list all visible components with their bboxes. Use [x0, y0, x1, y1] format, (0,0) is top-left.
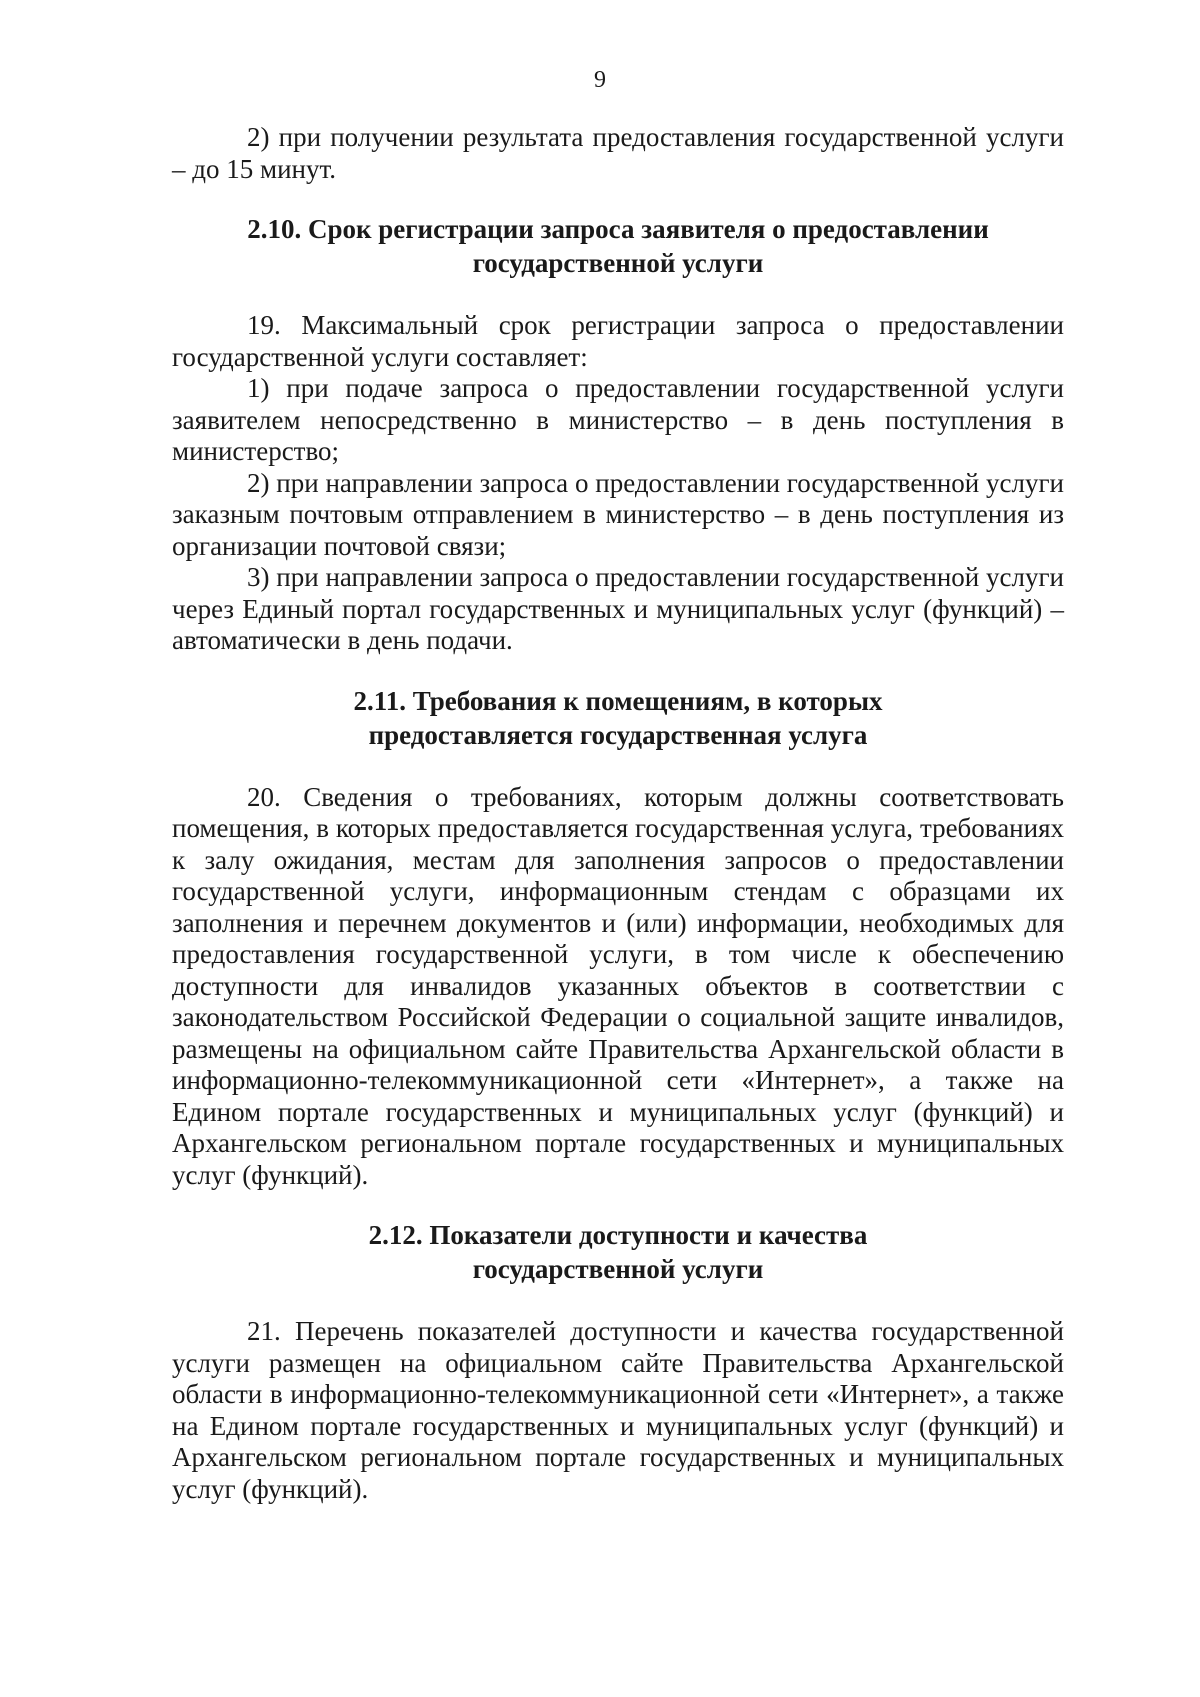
- paragraph-20: 20. Сведения о требованиях, которым должны соответствовать помещения, в которых предоставляется государственная услуга, требованиях к залу ожидания, местам для заполнения запросов о предоставлении государственной услуги, информационным стендам с образцами их заполнения и перечнем документов и (или) информации, необходимых для предоставления государственной услуги, в том числе к обеспечению доступности для инвалидов указанных объектов в соответствии с законодательством Российской Федерации о социальной защите инвалидов, размещены на официальном сайте Правительства Архангельской области в информационно-телекоммуникационной сети «Интернет», а также на Едином портале государственных и муниципальных услуг (функций) и Архангельском региональном портале государственных и муниципальных услуг (функций).: [172, 781, 1064, 1190]
- paragraph-19: 19. Максимальный срок регистрации запроса о предоставлении государственной услуги составляет:: [172, 310, 1064, 372]
- section-heading-2-10: [172, 212, 1064, 280]
- heading-line: 2.11. Требования к помещениям, в которых: [353, 685, 883, 716]
- section-heading-2-11: [172, 684, 1064, 752]
- heading-line: государственной услуги: [472, 248, 764, 278]
- list-item-2: 2) при направлении запроса о предоставлении государственной услуги заказным почтовым отправлением в министерство – в день поступления из организации почтовой связи;: [172, 467, 1064, 561]
- heading-line: государственной услуги: [472, 1254, 764, 1284]
- section-heading-2-12: [172, 1218, 1064, 1286]
- paragraph-intro-item-2: 2) при получении результата предоставления государственной услуги – до 15 минут.: [172, 122, 1064, 184]
- list-item-3: 3) при направлении запроса о предоставлении государственной услуги через Единый портал государственных и муниципальных услуг (функций) – автоматически в день подачи.: [172, 562, 1064, 655]
- paragraph-21: 21. Перечень показателей доступности и качества государственной услуги размещен на официальном сайте Правительства Архангельской области в информационно-телекоммуникационной сети «Интернет», а также на Едином портале государственных и муниципальных услуг (функций) и Архангельском региональном портале государственных и муниципальных услуг (функций).: [172, 1316, 1064, 1504]
- list-item-1: 1) при подаче запроса о предоставлении государственной услуги заявителем непосредственно в министерство – в день поступления в министерство;: [172, 373, 1064, 466]
- heading-line: предоставляется государственная услуга: [368, 719, 868, 750]
- document-body: [172, 122, 1064, 1505]
- heading-line: 2.10. Срок регистрации запроса заявителя о предоставлении: [247, 214, 989, 244]
- heading-line: 2.12. Показатели доступности и качества: [368, 1220, 868, 1250]
- page-number: 9: [594, 67, 606, 93]
